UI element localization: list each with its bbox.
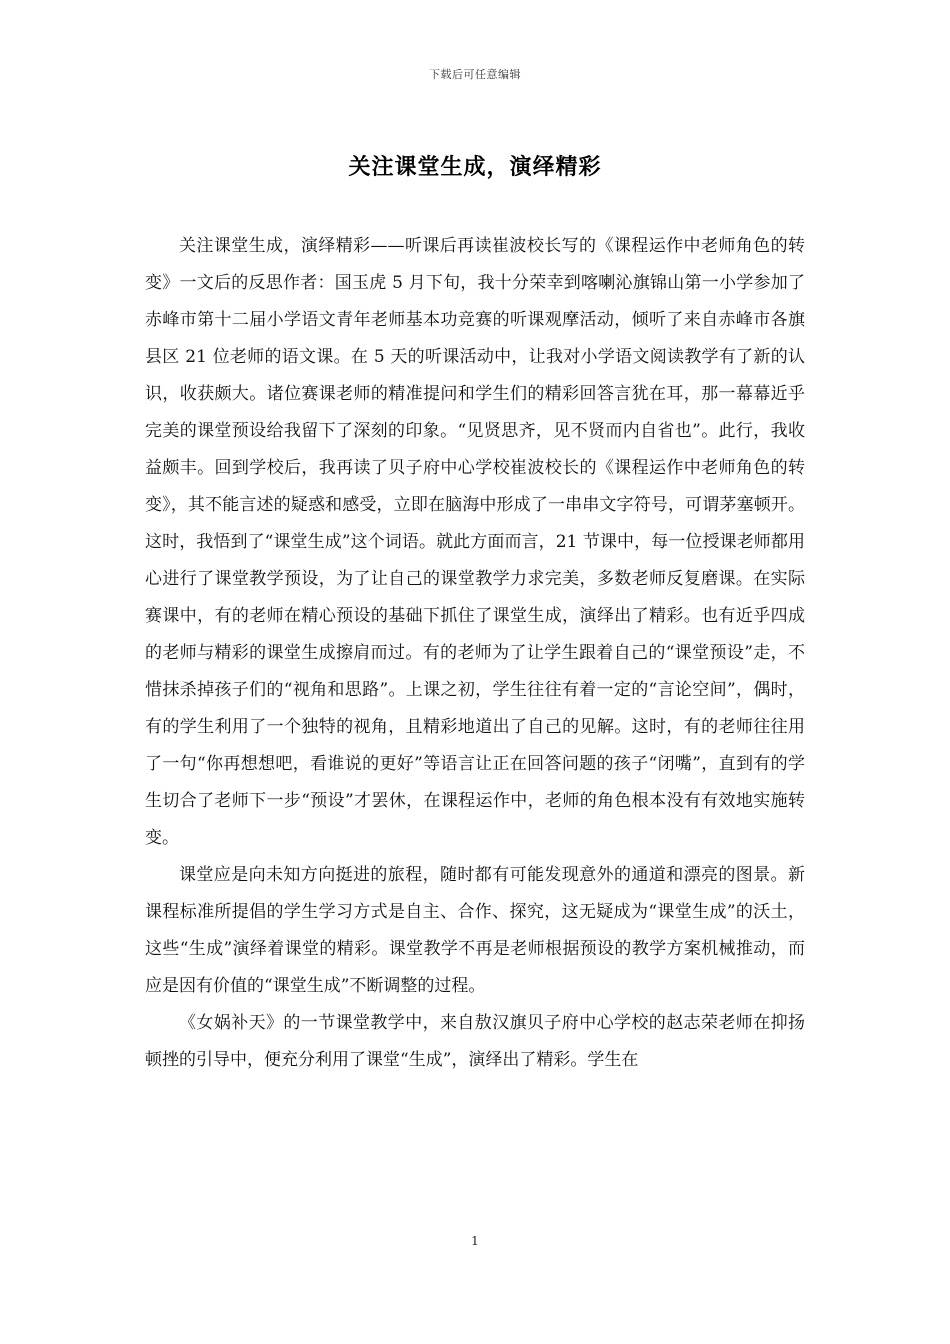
paragraph: 课堂应是向未知方向挺进的旅程，随时都有可能发现意外的通道和漂亮的图景。新课程标准所提倡的学生学习方式是自主、合作、探究，这无疑成为“课堂生成”的沃土，这些“生成”演绎着课堂的精彩。课堂教学不再是老师根据预设的教学方案机械推动，而应是因有价值的“课堂生成”不断调整的过程。 xyxy=(145,865,805,996)
page-number: 1 xyxy=(471,1234,479,1248)
document-title: 关注课堂生成，演绎精彩 xyxy=(348,155,602,180)
paragraph: 关注课堂生成，演绎精彩——听课后再读崔波校长写的《课程运作中老师角色的转变》一文后的反思作者：国玉虎 5 月下旬，我十分荣幸到喀喇沁旗锦山第一小学参加了赤峰市第十二届小学语文青年老师基本功竞赛的听课观摩活动，倾听了来自赤峰市各旗县区 21 位老师的语文课。在 5 天的听课活动中，让我对小学语文阅读教学有了新的认识，收获颇大。诸位赛课老师的精准提问和学生们的精彩回答言犹在耳，那一幕幕近乎完美的课堂预设给我留下了深刻的印象。“见贤思齐，见不贤而内自省也”。此行，我收益颇丰。回到学校后，我再读了贝子府中心学校崔波校长的《课程运作中老师角色的转变》，其不能言述的疑惑和感受，立即在脑海中形成了一串串文字符号，可谓茅塞顿开。这时，我悟到了“课堂生成”这个词语。就此方面而言，21 节课中，每一位授课老师都用心进行了课堂教学预设，为了让自己的课堂教学力求完美，多数老师反复磨课。在实际赛课中，有的老师在精心预设的基础下抓住了课堂生成，演绎出了精彩。也有近乎四成的老师与精彩的课堂生成擦肩而过。有的老师为了让学生跟着自己的“课堂预设”走，不惜抹杀掉孩子们的“视角和思路”。上课之初，学生往往有着一定的“言论空间”，偶时，有的学生利用了一个独特的视角，且精彩地道出了自己的见解。这时，有的老师往往用了一句“你再想想吧，看谁说的更好”等语言让正在回答问题的孩子“闭嘴”，直到有的学生切合了老师下一步“预设”才罢休，在课程运作中，老师的角色根本没有有效地实施转变。 xyxy=(145,236,805,848)
document-body xyxy=(145,228,805,1079)
paragraph: 《女娲补天》的一节课堂教学中，来自敖汉旗贝子府中心学校的赵志荣老师在抑扬顿挫的引导中，便充分利用了课堂“生成”，演绎出了精彩。学生在 xyxy=(145,1013,805,1070)
header-note: 下载后可任意编辑 xyxy=(429,68,521,81)
